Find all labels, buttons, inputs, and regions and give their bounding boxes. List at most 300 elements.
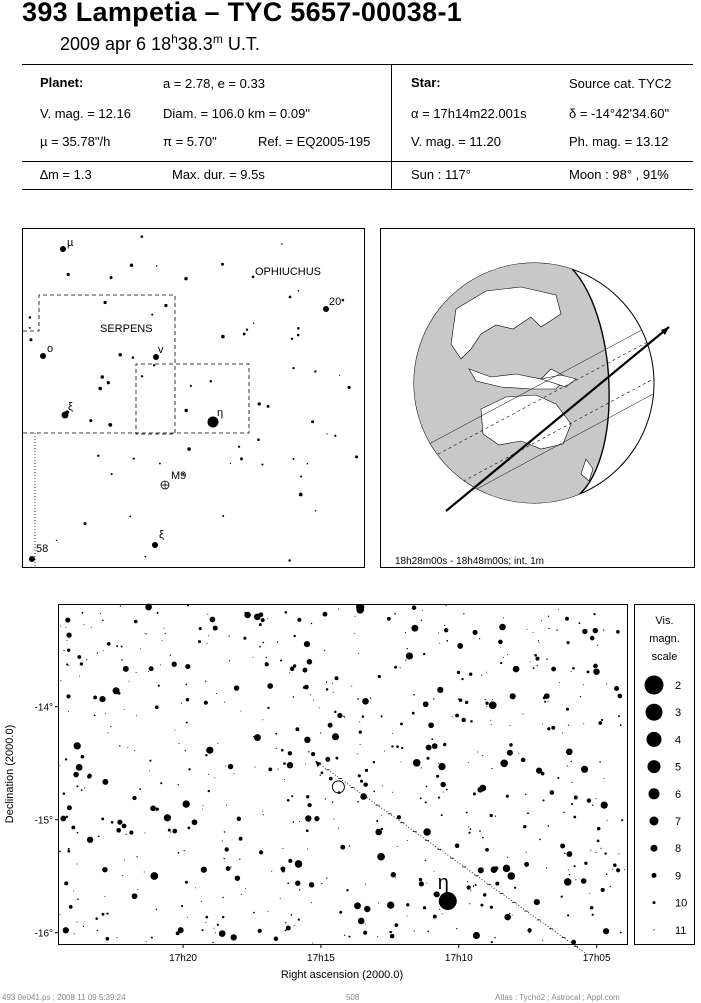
finder-star bbox=[153, 364, 155, 366]
chart-star bbox=[287, 799, 290, 802]
chart-star bbox=[111, 821, 114, 824]
chart-star bbox=[124, 709, 125, 710]
chart-star bbox=[551, 726, 555, 730]
chart-star bbox=[606, 820, 607, 821]
finder-star bbox=[348, 386, 351, 389]
chart-star bbox=[287, 883, 289, 885]
chart-star bbox=[215, 932, 216, 933]
chart-star bbox=[501, 762, 502, 763]
chart-star bbox=[295, 881, 300, 886]
star-phmag: Ph. mag. = 13.12 bbox=[569, 134, 669, 149]
finder-star bbox=[141, 375, 143, 377]
chart-star bbox=[144, 871, 145, 872]
chart-star bbox=[303, 686, 306, 689]
star-label-xi-2: ξ bbox=[159, 529, 164, 541]
chart-star bbox=[486, 706, 487, 707]
chart-star bbox=[465, 701, 468, 704]
chart-star bbox=[590, 850, 591, 851]
chart-star bbox=[97, 930, 98, 931]
sun-elongation: Sun : 117° bbox=[411, 167, 471, 182]
chart-star bbox=[186, 722, 188, 724]
scale-dot bbox=[653, 901, 656, 904]
chart-star bbox=[437, 687, 443, 693]
chart-star bbox=[389, 931, 392, 934]
table-bottom-rule bbox=[22, 189, 693, 190]
chart-star bbox=[214, 777, 215, 778]
chart-star bbox=[148, 671, 149, 672]
chart-star bbox=[224, 858, 225, 859]
chart-star bbox=[203, 805, 204, 806]
chart-star bbox=[67, 850, 70, 853]
chart-star bbox=[298, 918, 300, 920]
chart-star bbox=[467, 885, 471, 889]
finder-star bbox=[291, 338, 293, 340]
chart-star bbox=[548, 628, 549, 629]
chart-star bbox=[407, 916, 408, 917]
chart-star bbox=[444, 625, 445, 626]
chart-star bbox=[349, 845, 351, 847]
chart-star bbox=[613, 863, 617, 867]
chart-star bbox=[67, 805, 72, 810]
chart-star bbox=[104, 896, 105, 897]
scale-dot bbox=[645, 676, 664, 695]
chart-star bbox=[601, 801, 608, 808]
finder-star bbox=[297, 334, 300, 337]
chart-star bbox=[491, 724, 492, 725]
chart-star bbox=[76, 863, 77, 864]
chart-star bbox=[548, 825, 549, 826]
star-dec: δ = -14°42'34.60" bbox=[569, 106, 670, 121]
chart-star bbox=[456, 928, 457, 929]
chart-star bbox=[337, 713, 342, 718]
chart-star bbox=[267, 911, 268, 912]
chart-star bbox=[136, 715, 137, 716]
chart-star bbox=[185, 750, 186, 751]
chart-star bbox=[363, 782, 368, 787]
chart-star bbox=[473, 792, 476, 795]
chart-star bbox=[533, 632, 534, 633]
chart-star bbox=[275, 733, 277, 735]
chart-star bbox=[503, 865, 510, 872]
chart-star bbox=[222, 897, 223, 898]
chart-star bbox=[446, 789, 448, 791]
chart-star bbox=[527, 629, 528, 630]
chart-star bbox=[307, 659, 313, 665]
chart-star bbox=[127, 747, 128, 748]
chart-star bbox=[102, 619, 104, 621]
chart-star bbox=[490, 720, 491, 721]
chart-star bbox=[287, 762, 293, 768]
chart-star bbox=[303, 670, 304, 671]
chart-star bbox=[438, 797, 440, 799]
chart-star bbox=[71, 826, 75, 830]
chart-star bbox=[84, 787, 85, 788]
chart-star bbox=[262, 642, 264, 644]
chart-star bbox=[428, 722, 434, 728]
chart-star bbox=[332, 683, 333, 684]
chart-star bbox=[377, 936, 378, 937]
chart-star bbox=[527, 812, 529, 814]
chart-star bbox=[557, 777, 559, 779]
chart-star bbox=[603, 629, 604, 630]
finder-chart bbox=[22, 228, 365, 568]
chart-star bbox=[271, 871, 272, 872]
y-axis-ticks bbox=[35, 703, 59, 940]
finder-star bbox=[129, 515, 131, 517]
finder-star bbox=[326, 433, 327, 434]
globe-panel bbox=[380, 228, 695, 568]
chart-star bbox=[539, 839, 541, 841]
chart-star bbox=[184, 850, 185, 851]
chart-star bbox=[277, 769, 278, 770]
chart-star bbox=[253, 912, 255, 914]
chart-star bbox=[414, 930, 415, 931]
chart-star bbox=[68, 711, 69, 712]
chart-star bbox=[470, 828, 472, 830]
finder-star bbox=[243, 333, 246, 336]
scale-dot bbox=[653, 929, 654, 930]
chart-star bbox=[525, 794, 527, 796]
finder-star bbox=[97, 455, 99, 457]
chart-star bbox=[537, 665, 538, 666]
chart-star bbox=[98, 835, 100, 837]
chart-star bbox=[66, 640, 67, 641]
chart-star bbox=[612, 869, 613, 870]
chart-star bbox=[439, 909, 440, 910]
scale-label: 9 bbox=[675, 870, 682, 883]
chart-star bbox=[606, 683, 607, 684]
chart-star bbox=[64, 881, 68, 885]
chart-star bbox=[265, 662, 269, 666]
finder-star bbox=[342, 299, 345, 302]
finder-star bbox=[145, 556, 147, 558]
chart-star bbox=[478, 867, 484, 873]
chart-star bbox=[407, 840, 408, 841]
finder-star bbox=[111, 473, 113, 475]
finder-star bbox=[67, 273, 70, 276]
chart-star bbox=[394, 666, 397, 669]
chart-star bbox=[101, 817, 104, 820]
finder-star bbox=[299, 493, 303, 497]
chart-star bbox=[253, 657, 254, 658]
chart-star bbox=[376, 820, 378, 822]
chart-star bbox=[99, 696, 105, 702]
chart-star bbox=[77, 832, 79, 834]
chart-star bbox=[510, 693, 516, 699]
orbit-elements: a = 2.78, e = 0.33 bbox=[163, 76, 265, 91]
scale-label: 4 bbox=[675, 734, 682, 747]
scale-label: 2 bbox=[675, 680, 682, 692]
chart-star bbox=[425, 833, 426, 834]
chart-star bbox=[405, 659, 406, 660]
chart-star bbox=[440, 782, 445, 787]
chart-star bbox=[504, 914, 511, 921]
star-chart bbox=[58, 604, 628, 945]
chart-star bbox=[443, 743, 446, 746]
chart-star bbox=[234, 773, 235, 774]
chart-star bbox=[162, 640, 163, 641]
chart-star bbox=[60, 625, 61, 626]
chart-star bbox=[216, 693, 217, 694]
chart-star bbox=[530, 661, 531, 662]
chart-star bbox=[286, 925, 291, 930]
chart-star bbox=[601, 719, 603, 721]
chart-star bbox=[378, 675, 381, 678]
chart-star bbox=[426, 786, 428, 788]
delta-mag: ∆m = 1.3 bbox=[40, 167, 92, 182]
chart-star bbox=[206, 643, 207, 644]
chart-star bbox=[583, 684, 584, 685]
chart-star bbox=[81, 789, 83, 791]
chart-star bbox=[584, 862, 587, 865]
chart-star bbox=[124, 859, 125, 860]
chart-star bbox=[314, 816, 319, 821]
finder-star bbox=[238, 446, 240, 448]
chart-star bbox=[606, 873, 608, 875]
chart-star bbox=[400, 761, 401, 762]
chart-star bbox=[500, 662, 502, 664]
star-label-v: v bbox=[158, 344, 164, 356]
chart-star bbox=[120, 605, 121, 606]
chart-star bbox=[470, 890, 471, 891]
chart-star bbox=[595, 798, 596, 799]
scale-dot bbox=[649, 788, 660, 799]
chart-star bbox=[178, 784, 179, 785]
chart-star bbox=[323, 612, 328, 617]
chart-star bbox=[567, 914, 569, 916]
star-label-eta: η bbox=[217, 407, 224, 419]
chart-star bbox=[299, 889, 300, 890]
chart-star bbox=[66, 694, 70, 698]
chart-star bbox=[97, 652, 98, 653]
chart-star bbox=[461, 718, 465, 722]
chart-star bbox=[438, 633, 439, 634]
chart-star bbox=[419, 881, 424, 886]
chart-star bbox=[63, 650, 64, 651]
chart-star bbox=[533, 667, 535, 669]
chart-star bbox=[600, 848, 601, 849]
chart-star bbox=[65, 627, 66, 628]
chart-star bbox=[224, 702, 225, 703]
scale-label: 3 bbox=[675, 707, 682, 720]
chart-star bbox=[590, 636, 595, 641]
x-axis-ticks bbox=[169, 944, 611, 964]
chart-star bbox=[243, 637, 246, 640]
chart-star bbox=[213, 626, 218, 631]
chart-star bbox=[375, 829, 382, 836]
chart-star bbox=[382, 785, 383, 786]
chart-star bbox=[571, 761, 572, 762]
finder-star bbox=[281, 243, 283, 245]
finder-star bbox=[297, 327, 300, 330]
finder-stars bbox=[29, 235, 358, 562]
chart-star bbox=[421, 620, 422, 621]
chart-star bbox=[306, 795, 309, 798]
chart-star bbox=[258, 929, 262, 933]
chart-star bbox=[494, 866, 498, 870]
chart-star bbox=[222, 916, 224, 918]
chart-star bbox=[225, 766, 226, 767]
chart-star bbox=[205, 754, 207, 756]
chart-star bbox=[556, 629, 558, 631]
chart-star bbox=[212, 942, 213, 943]
chart-star bbox=[328, 723, 333, 728]
chart-star bbox=[306, 829, 309, 832]
chart-star bbox=[499, 624, 506, 631]
chart-star bbox=[156, 808, 159, 811]
chart-star bbox=[83, 624, 84, 625]
finder-star bbox=[307, 463, 308, 464]
chart-star bbox=[513, 666, 520, 673]
chart-star bbox=[489, 701, 497, 709]
finder-star bbox=[152, 542, 158, 548]
chart-star bbox=[289, 672, 290, 673]
finder-star bbox=[108, 423, 112, 427]
chart-star bbox=[411, 625, 418, 632]
chart-star bbox=[326, 877, 327, 878]
chart-star bbox=[491, 941, 493, 943]
chart-star bbox=[597, 840, 600, 843]
chart-star bbox=[192, 819, 198, 825]
table-mid-rule bbox=[22, 161, 693, 162]
chart-star bbox=[463, 613, 464, 614]
scale-label: 11 bbox=[675, 924, 687, 937]
chart-star bbox=[326, 688, 329, 691]
finder-star bbox=[253, 322, 255, 324]
finder-star bbox=[230, 463, 231, 464]
scale-dot bbox=[648, 760, 661, 773]
chart-star bbox=[308, 751, 309, 752]
chart-star bbox=[333, 818, 334, 819]
finder-star bbox=[156, 265, 158, 267]
magnitude-scale bbox=[634, 604, 695, 945]
chart-star bbox=[391, 745, 393, 747]
chart-star bbox=[231, 934, 237, 940]
scale-dots bbox=[645, 676, 688, 937]
chart-star bbox=[149, 760, 151, 762]
chart-star bbox=[332, 733, 339, 740]
chart-star bbox=[373, 791, 375, 793]
scale-title-2: magn. bbox=[649, 633, 680, 645]
chart-star bbox=[105, 713, 106, 714]
chart-star bbox=[214, 928, 215, 929]
chart-star bbox=[381, 715, 383, 717]
chart-star bbox=[222, 840, 223, 841]
chart-star bbox=[87, 775, 91, 779]
chart-star bbox=[122, 824, 127, 829]
chart-star bbox=[563, 812, 564, 813]
chart-star bbox=[546, 867, 547, 868]
chart-star bbox=[498, 640, 503, 645]
chart-star bbox=[595, 852, 596, 853]
chart-star bbox=[362, 698, 369, 705]
chart-star bbox=[413, 759, 421, 767]
chart-star bbox=[467, 881, 468, 882]
chart-star bbox=[128, 681, 129, 682]
chart-star bbox=[574, 865, 576, 867]
chart-star bbox=[503, 617, 504, 618]
moon-info: Moon : 98° , 91% bbox=[569, 167, 669, 182]
chart-star bbox=[412, 712, 415, 715]
chart-star bbox=[512, 914, 513, 915]
chart-star bbox=[266, 657, 267, 658]
chart-star bbox=[357, 698, 359, 700]
chart-star bbox=[309, 882, 315, 888]
finder-star bbox=[293, 458, 295, 460]
finder-star bbox=[29, 338, 32, 341]
footer-left: 493 0e041.ps ; 2008 11 09 5:39:24 bbox=[2, 993, 126, 1002]
chart-star bbox=[575, 879, 576, 880]
finder-svg bbox=[23, 229, 364, 567]
chart-star bbox=[163, 628, 164, 629]
chart-star bbox=[459, 699, 463, 703]
label-m9: M9 bbox=[171, 470, 187, 482]
chart-star bbox=[433, 871, 434, 872]
chart-star bbox=[618, 853, 619, 854]
finder-star bbox=[314, 370, 316, 372]
chart-star bbox=[598, 721, 602, 725]
chart-star bbox=[479, 638, 480, 639]
chart-star bbox=[335, 676, 339, 680]
chart-star bbox=[479, 785, 486, 792]
chart-star bbox=[392, 733, 393, 734]
chart-star bbox=[363, 931, 367, 935]
chart-star bbox=[592, 914, 594, 916]
chart-star bbox=[590, 906, 593, 909]
chart-star bbox=[60, 680, 61, 681]
chart-star bbox=[365, 769, 368, 772]
y-tick-label: -15° bbox=[34, 815, 53, 827]
chart-star bbox=[205, 922, 206, 923]
chart-star bbox=[73, 772, 79, 778]
chart-star bbox=[442, 913, 443, 914]
chart-star bbox=[387, 617, 391, 621]
chart-star bbox=[225, 847, 229, 851]
finder-star bbox=[339, 375, 340, 376]
chart-star bbox=[284, 779, 285, 780]
chart-star bbox=[205, 916, 208, 919]
chart-star bbox=[469, 673, 472, 676]
chart-star bbox=[121, 659, 123, 661]
chart-star bbox=[139, 788, 141, 790]
finder-star bbox=[89, 419, 92, 422]
chart-star bbox=[219, 930, 226, 937]
finder-star bbox=[258, 402, 261, 405]
chart-star bbox=[550, 790, 555, 795]
chart-star bbox=[490, 906, 493, 909]
chart-star bbox=[551, 667, 556, 672]
chart-star bbox=[549, 727, 550, 728]
chart-star bbox=[428, 832, 431, 835]
chart-star bbox=[571, 782, 572, 783]
chart-star bbox=[59, 914, 60, 915]
chart-star bbox=[355, 616, 356, 617]
chart-star bbox=[446, 640, 448, 642]
chart-star bbox=[624, 869, 625, 870]
chart-star bbox=[185, 664, 190, 669]
chart-star bbox=[224, 831, 226, 833]
globe-svg bbox=[381, 229, 694, 567]
chart-star bbox=[562, 732, 563, 733]
chart-star bbox=[395, 923, 399, 927]
chart-star bbox=[150, 872, 158, 880]
chart-star bbox=[145, 604, 152, 611]
chart-star bbox=[77, 898, 79, 900]
chart-star bbox=[610, 886, 611, 887]
chart-star bbox=[461, 678, 463, 680]
chart-star bbox=[285, 922, 286, 923]
planet-parallax: π = 5.70" bbox=[163, 134, 217, 149]
